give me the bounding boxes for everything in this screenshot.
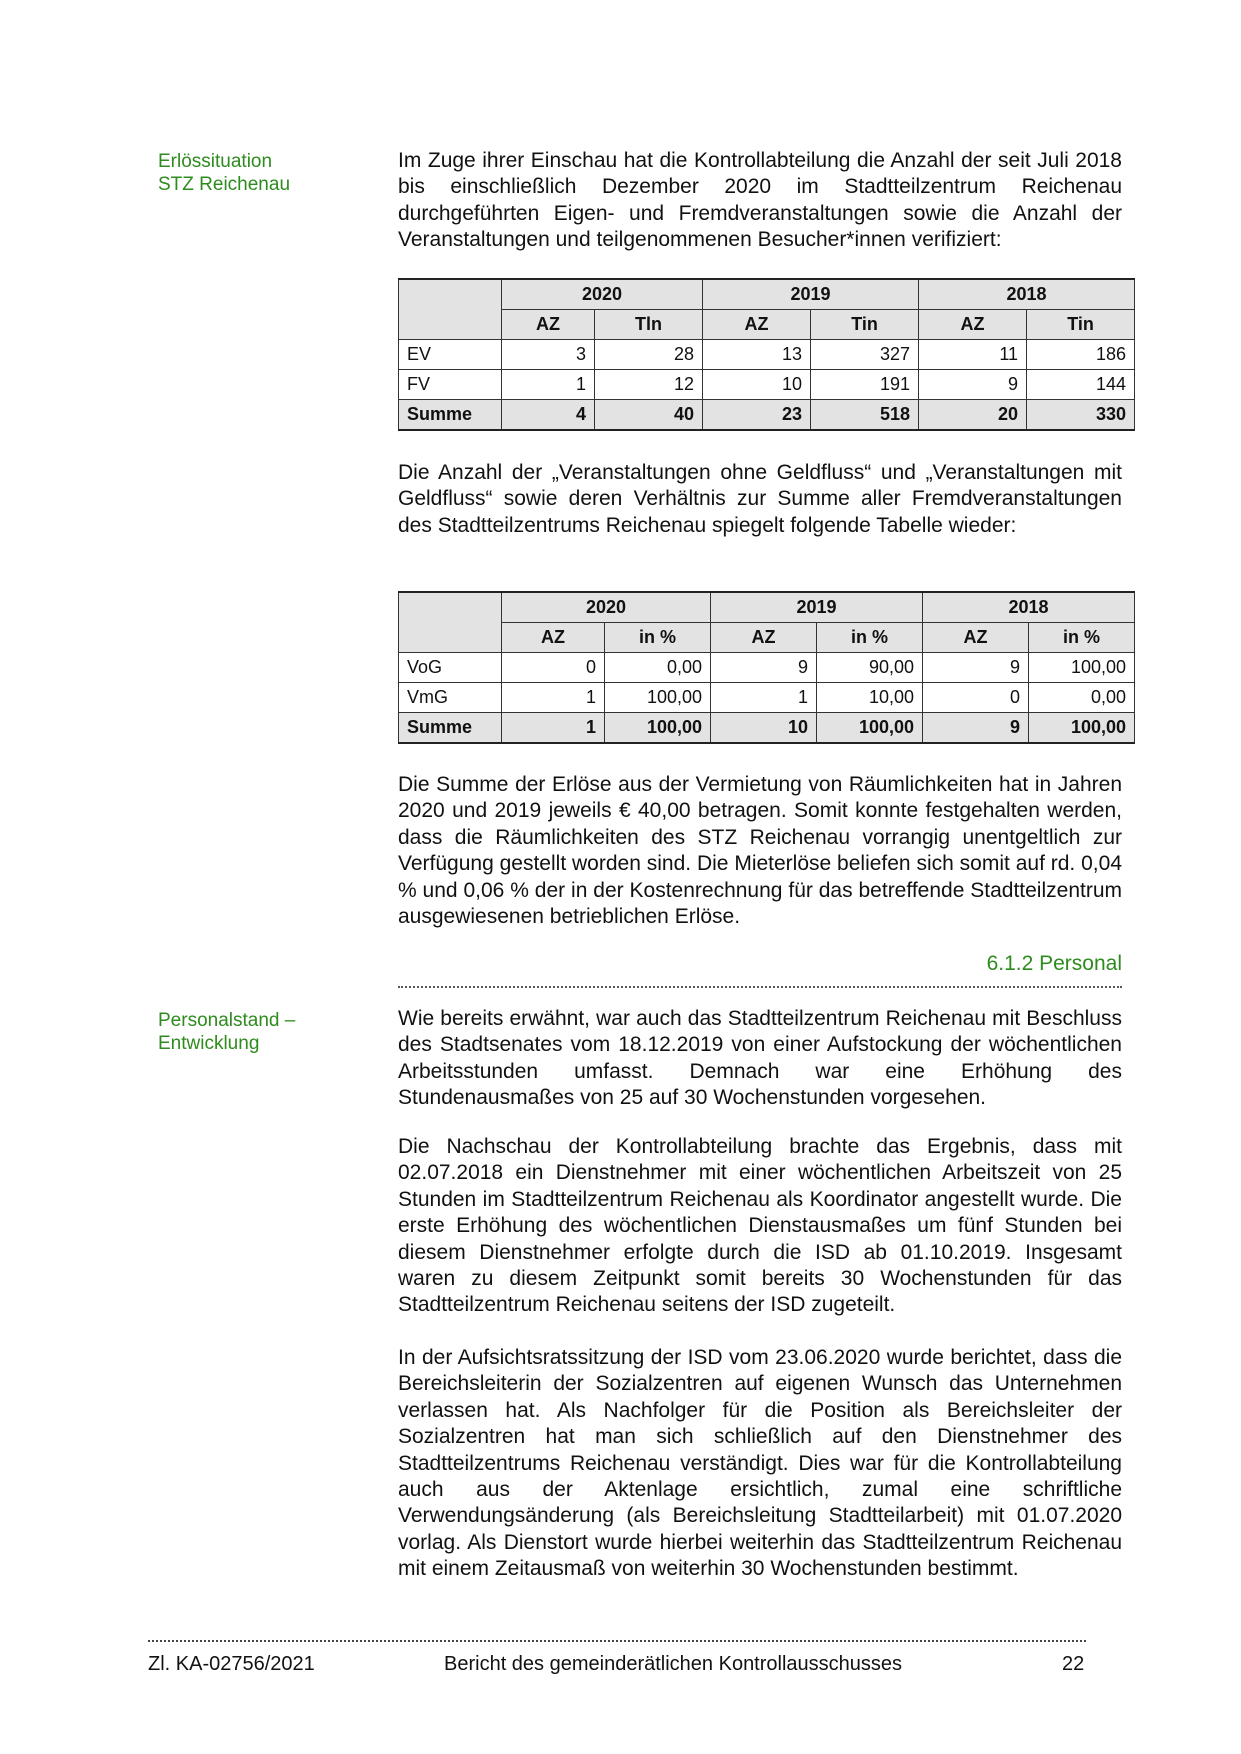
table-cell: 10 <box>703 370 811 400</box>
table-cell: 186 <box>1027 340 1135 370</box>
row-label: Summe <box>399 713 502 744</box>
table-cell: 1 <box>502 370 595 400</box>
paragraph-aufstockung: Wie bereits erwähnt, war auch das Stadtteilzentrum Reichenau mit Beschluss des Stadtsenates vom 18.12.2019 von einer Aufstockung der wöchentlichen Arbeitsstunden umfasst. Demnach war eine Erhöhung des Stundenausmaßes von 25 auf 30 Wochenstunden vorgesehen. <box>398 1007 1122 1110</box>
table-row <box>399 370 1135 400</box>
row-label: VmG <box>399 683 502 713</box>
paragraph-intro: Im Zuge ihrer Einschau hat die Kontrollabteilung die Anzahl der seit Juli 2018 bis einschließlich Dezember 2020 im Stadtteilzentrum Reichenau durchgeführten Eigen- und Fremdveranstaltungen sowie die Anzahl der Veranstaltungen und teilgenommenen Besucher*innen verifiziert: <box>398 149 1122 252</box>
table-cell: 10,00 <box>817 683 923 713</box>
table-cell: 1 <box>502 713 605 744</box>
year-header: 2019 <box>703 279 919 310</box>
table-cell: 9 <box>923 713 1029 744</box>
table-cell: 100,00 <box>817 713 923 744</box>
subheader-cell: AZ <box>923 623 1029 653</box>
footer-reference: Zl. KA-02756/2021 <box>148 1653 315 1675</box>
table-cell: 90,00 <box>817 653 923 683</box>
table-cell: 1 <box>502 683 605 713</box>
paragraph-geldfluss: Die Anzahl der „Veranstaltungen ohne Geldfluss“ und „Veranstaltungen mit Geldfluss“ sowie deren Verhältnis zur Summe aller Fremdveranstaltungen des Stadtteilzentrums Reichenau spiegelt folgende Tabelle wieder: <box>398 461 1122 537</box>
table-cell: 518 <box>811 400 919 431</box>
table-cell: 100,00 <box>1029 713 1135 744</box>
row-label: VoG <box>399 653 502 683</box>
year-header: 2020 <box>502 279 703 310</box>
row-label: FV <box>399 370 502 400</box>
events-table <box>398 278 1135 431</box>
section-heading: 6.1.2 Personal <box>398 952 1122 988</box>
table-cell: 144 <box>1027 370 1135 400</box>
year-header: 2020 <box>502 592 711 623</box>
table-cell: 4 <box>502 400 595 431</box>
subheader-cell: in % <box>605 623 711 653</box>
table-row <box>399 340 1135 370</box>
table-cell: 12 <box>595 370 703 400</box>
margin-label-erloessituation <box>158 150 378 196</box>
geldfluss-table <box>398 591 1135 744</box>
table-cell: 327 <box>811 340 919 370</box>
footer-divider <box>148 1640 1086 1642</box>
table-cell: 28 <box>595 340 703 370</box>
paragraph-nachschau: Die Nachschau der Kontrollabteilung brachte das Ergebnis, dass mit 02.07.2018 ein Dienstnehmer mit einer wöchentlichen Arbeitszeit von 25 Stunden im Stadtteilzentrum Reichenau als Koordinator angestellt wurde. Die erste Erhöhung des wöchentlichen Dienstausmaßes um fünf Stunden bei diesem Dienstnehmer erfolgte durch die ISD ab 01.10.2019. Insgesamt waren zu diesem Zeitpunkt somit bereits 30 Wochenstunden für das Stadtteilzentrum Reichenau seitens der ISD zugeteilt. <box>398 1135 1122 1317</box>
table-corner-cell <box>399 279 502 340</box>
table-sum-row <box>399 400 1135 431</box>
table-cell: 0 <box>923 683 1029 713</box>
table-row <box>399 683 1135 713</box>
margin-label-line: STZ Reichenau <box>158 174 291 195</box>
table-header-years <box>399 279 1135 310</box>
table-cell: 191 <box>811 370 919 400</box>
table-cell: 9 <box>919 370 1027 400</box>
subheader-cell: AZ <box>502 623 605 653</box>
subheader-cell: in % <box>817 623 923 653</box>
subheader-cell: Tln <box>595 310 703 340</box>
footer-title: Bericht des gemeinderätlichen Kontrollausschusses <box>444 1653 903 1675</box>
table-cell: 13 <box>703 340 811 370</box>
year-header: 2018 <box>923 592 1135 623</box>
table-cell: 330 <box>1027 400 1135 431</box>
row-label: EV <box>399 340 502 370</box>
year-header: 2019 <box>711 592 923 623</box>
table-row <box>399 653 1135 683</box>
table-sum-row <box>399 713 1135 744</box>
margin-label-line: Erlössituation <box>158 151 273 172</box>
subheader-cell: AZ <box>711 623 817 653</box>
subheader-cell: Tin <box>811 310 919 340</box>
table-cell: 100,00 <box>1029 653 1135 683</box>
subheader-cell: in % <box>1029 623 1135 653</box>
table-cell: 20 <box>919 400 1027 431</box>
table-cell: 9 <box>711 653 817 683</box>
subheader-cell: AZ <box>919 310 1027 340</box>
table-cell: 0,00 <box>605 653 711 683</box>
table-header-subcolumns <box>399 623 1135 653</box>
table-header-subcolumns <box>399 310 1135 340</box>
table-cell: 3 <box>502 340 595 370</box>
table-cell: 100,00 <box>605 683 711 713</box>
year-header: 2018 <box>919 279 1135 310</box>
page-number: 22 <box>1062 1653 1085 1675</box>
table-cell: 11 <box>919 340 1027 370</box>
table-cell: 23 <box>703 400 811 431</box>
row-label: Summe <box>399 400 502 431</box>
subheader-cell: AZ <box>703 310 811 340</box>
table-cell: 9 <box>923 653 1029 683</box>
table-cell: 40 <box>595 400 703 431</box>
table-cell: 100,00 <box>605 713 711 744</box>
table-cell: 0 <box>502 653 605 683</box>
subheader-cell: AZ <box>502 310 595 340</box>
margin-label-line: Entwicklung <box>158 1033 260 1054</box>
table-cell: 10 <box>711 713 817 744</box>
table-header-years <box>399 592 1135 623</box>
paragraph-aufsichtsrat: In der Aufsichtsratssitzung der ISD vom 23.06.2020 wurde berichtet, dass die Bereichsleiterin der Sozialzentren auf eigenen Wunsch das Unternehmen verlassen hat. Als Nachfolger für die Position als Bereichsleiter der Sozialzentren hat man sich schließlich auf den Dienstnehmer des Stadtteilzentrums Reichenau verständigt. Dies war für die Kontrollabteilung auch aus der Aktenlage ersichtlich, zumal eine schriftliche Verwendungsänderung (als Bereichsleitung Stadtteilarbeit) mit 01.07.2020 vorlag. Als Dienstort wurde hierbei weiterhin das Stadtteilzentrum Reichenau mit einem Zeitausmaß von weiterhin 30 Wochenstunden bestimmt. <box>398 1346 1122 1581</box>
table-cell: 1 <box>711 683 817 713</box>
paragraph-mieterloese: Die Summe der Erlöse aus der Vermietung von Räumlichkeiten hat in Jahren 2020 und 2019 jeweils € 40,00 betragen. Somit konnte festgehalten werden, dass die Räumlichkeiten des STZ Reichenau vorrangig unentgeltlich zur Verfügung gestellt worden sind. Die Mieterlöse beliefen sich somit auf rd. 0,04 % und 0,06 % der in der Kostenrechnung für das betreffende Stadtteilzentrum ausgewiesenen betrieblichen Erlöse. <box>398 773 1122 929</box>
subheader-cell: Tin <box>1027 310 1135 340</box>
table-corner-cell <box>399 592 502 653</box>
margin-label-personalstand <box>158 1009 378 1055</box>
table-cell: 0,00 <box>1029 683 1135 713</box>
margin-label-line: Personalstand – <box>158 1010 296 1031</box>
